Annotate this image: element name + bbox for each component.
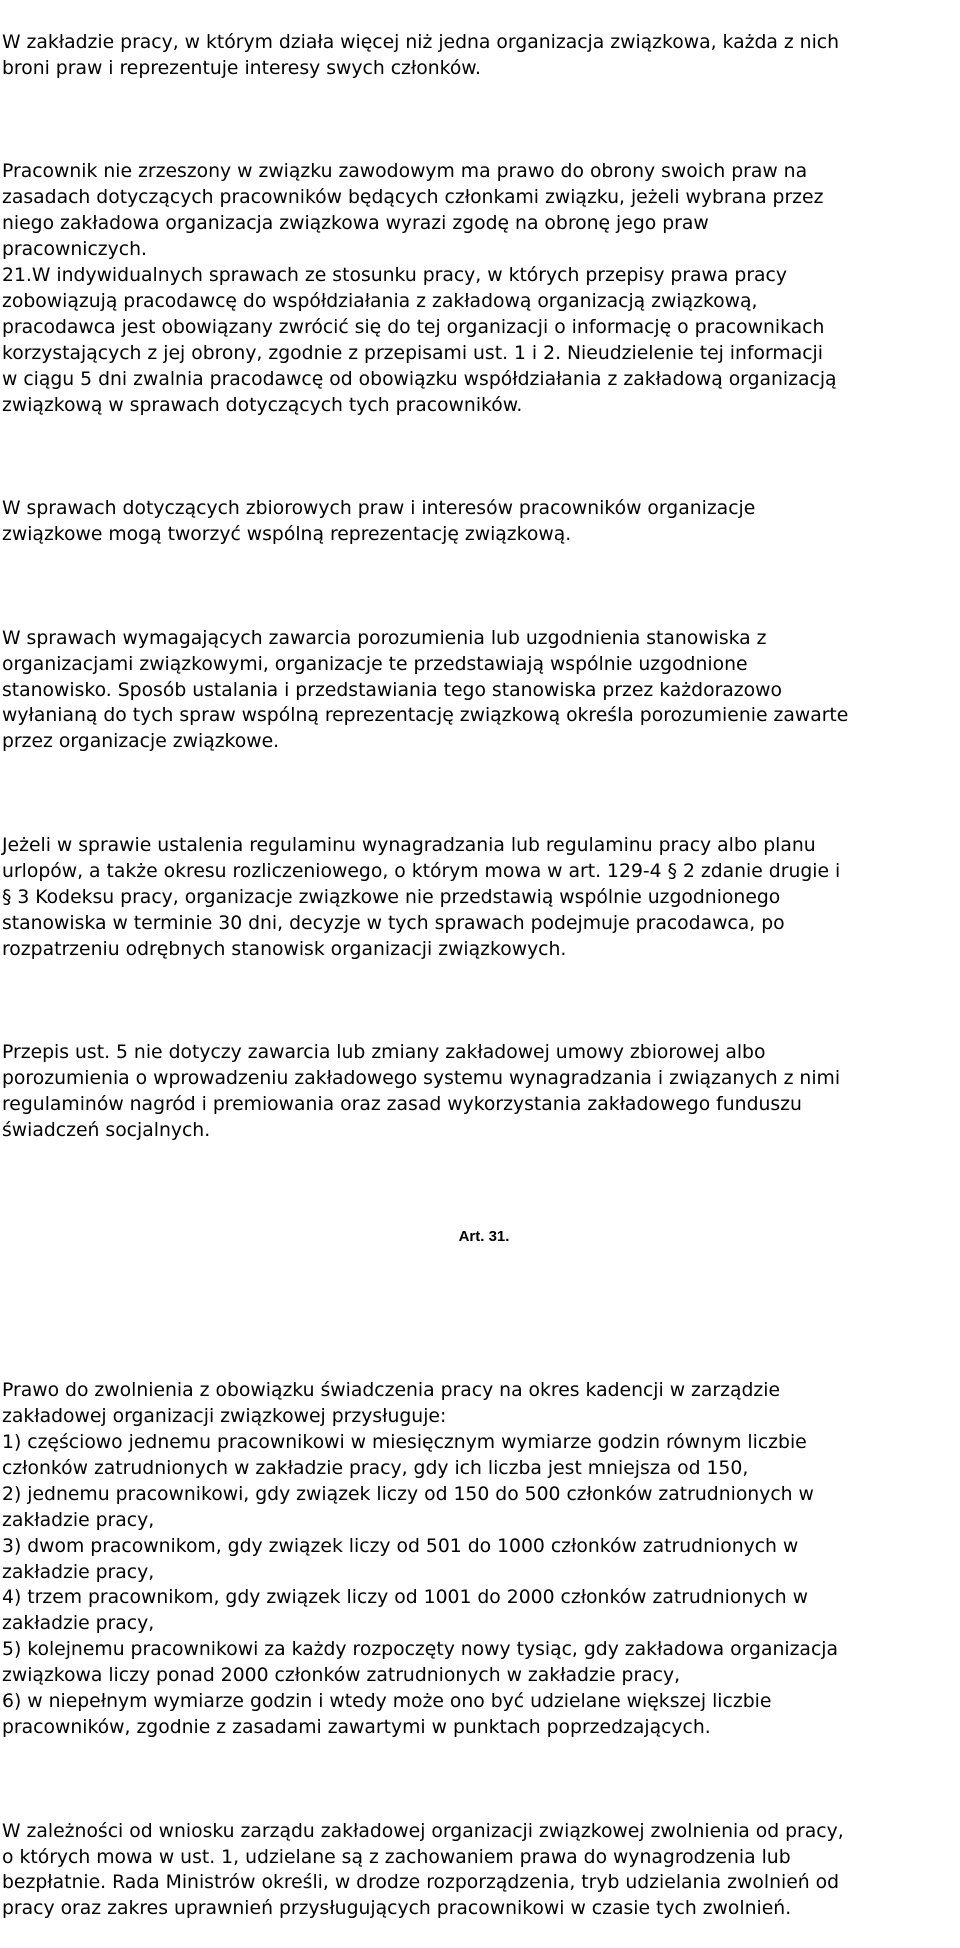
paragraph-gap <box>2 1170 958 1198</box>
paragraph-representation: W zakładzie pracy, w którym działa więcej niż jedna organizacja związkowa, każda z nich broni praw i reprezentuje interesy swych członków. <box>2 31 840 79</box>
paragraph-joint-representation: W sprawach dotyczących zbiorowych praw i interesów pracowników organizacje związkowe mogą tworzyć wspólną reprezentację związkową. <box>2 498 756 546</box>
paragraph-gap <box>2 781 958 807</box>
paragraph-joint-position: W sprawach wymagających zawarcia porozumienia lub uzgodnienia stanowiska z organizacjami związkowymi, organizacje te przedstawiają wspólnie uzgodnione stanowisko. Sposób ustalania i przedstawiania tego stanowiska przez każdorazowo wyłanianą do tych spraw wspólną reprezentację związkową określa porozumienie zawarte przez organizacje związkowe. <box>2 627 849 753</box>
paragraph-gap <box>2 1767 958 1793</box>
paragraph-regulations: Jeżeli w sprawie ustalenia regulaminu wynagradzania lub regulaminu pracy albo planu urlopów, a także okresu rozliczeniowego, o którym mowa w art. 129-4 § 2 zdanie drugie i § 3 Kodeksu pracy, organizacje związkowe nie przedstawią wspólnie uzgodnionego stanowiska w terminie 30 dni, decyzje w tych sprawach podejmuje pracodawca, po rozpatrzeniu odrębnych stanowisk organizacji związkowych. <box>2 834 841 960</box>
paragraph-gap <box>2 444 958 470</box>
paragraph-gap <box>2 108 958 134</box>
paragraph-release-pay: W zależności od wniosku zarządu zakładowej organizacji związkowej zwolnienia od pracy, o których mowa w ust. 1, udzielane są z zachowaniem prawa do wynagrodzenia lub bezpłatnie. Rada Ministrów określi, w drodze rozporządzenia, tryb udzielania zwolnień od pracy oraz zakres uprawnień przysługujących pracownikowi w czasie tych zwolnień. <box>2 1820 844 1920</box>
paragraph-release-rights: Prawo do zwolnienia z obowiązku świadczenia pracy na okres kadencji w zarządzie zakładowej organizacji związkowej przysługuje: 1) częściowo jednemu pracownikowi w miesięcznym wymiarze godzin równym liczbie członków zatrudnionych w zakładzie pracy, gdy ich liczba jest mniejsza od 150, 2) jednemu pracownikowi, gdy związek liczy od 150 do 500 członków zatrudnionych w zakładzie pracy, 3) dwom pracownikom, gdy związek liczy od 501 do 1000 członków zatrudnionych w zakładzie pracy, 4) trzem pracownikom, gdy związek liczy od 1001 do 2000 członków zatrudnionych w zakładzie pracy, 5) kolejnemu pracownikowi za każdy rozpoczęty nowy tysiąc, gdy zakładowa organizacja związkowa liczy ponad 2000 członków zatrudnionych w zakładzie pracy, 6) w niepełnym wymiarze godzin i wtedy może ono być udzielane większej liczbie pracowników, zgodnie z zasadami zawartymi w punktach poprzedzających. <box>2 1380 838 1739</box>
article-heading: Art. 31. <box>458 1227 510 1245</box>
paragraph-gap <box>2 1275 958 1303</box>
paragraph-gap <box>2 574 958 600</box>
paragraph-gap <box>2 988 958 1014</box>
paragraph-non-member-defense: Pracownik nie zrzeszony w związku zawodowym ma prawo do obrony swoich praw na zasadach dotyczących pracowników będących członkami związku, jeżeli wybrana przez niego zakładowa organizacja związkowa wyrazi zgodę na obronę jego praw pracowniczych. 21.W indywidualnych sprawach ze stosunku pracy, w których przepisy prawa pracy zobowiązują pracodawcę do współdziałania z zakładową organizacją związkową, pracodawca jest obowiązany zwrócić się do tej organizacji o informację o pracownikach korzystających z jej obrony, zgodnie z przepisami ust. 1 i 2. Nieudzielenie tej informacji w ciągu 5 dni zwalnia pracodawcę od obowiązku współdziałania z zakładową organizacją związkową w sprawach dotyczących tych pracowników. <box>2 161 837 416</box>
paragraph-gap <box>2 1329 958 1352</box>
paragraph-exception: Przepis ust. 5 nie dotyczy zawarcia lub zmiany zakładowej umowy zbiorowej albo porozumienia o wprowadzeniu zakładowego systemu wynagradzania i związanych z nimi regulaminów nagród i premiowania oraz zasad wykorzystania zakładowego funduszu świadczeń socjalnych. <box>2 1042 841 1141</box>
